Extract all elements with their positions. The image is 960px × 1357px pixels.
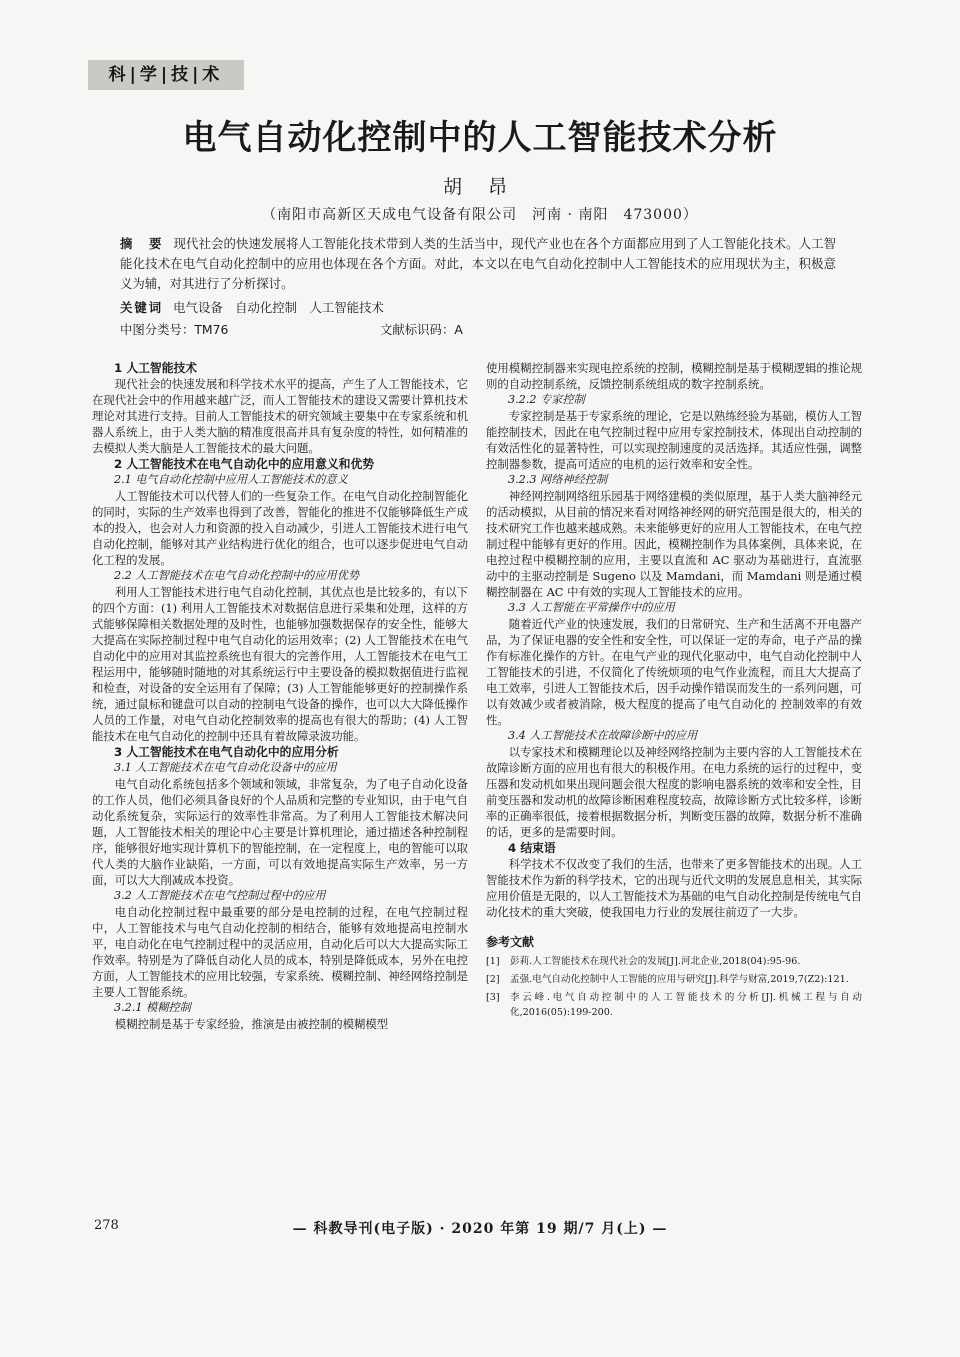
section-heading: 2 人工智能技术在电气自动化中的应用意义和优势 <box>114 457 375 471</box>
abstract-label: 摘 要 <box>120 236 164 251</box>
right-column <box>486 360 862 1020</box>
section-heading: 4 结束语 <box>508 841 556 855</box>
paragraph: 使用模糊控制器来实现电控系统的控制，模糊控制是基于模糊逻辑的推论规则的自动控制系统，反馈控制系统组成的数字控制系统。 <box>486 361 862 391</box>
references-list <box>486 954 862 1020</box>
paragraph: 神经网控制网络纽乐园基于网络建模的类似原理，基于人类大脑神经元的活动模拟，从目前的情况来看对网络神经网的研究范围是很大的，相关的技术研究工作也越来越成熟。未来能够更好的应用人工智能技术，在电气控制过程中能够有更好的作用。因此，模糊控制作为具体案例，具体来说，在电控过程中模糊控制的应用，主要以直流和 AC 驱动为基础进行，直流驱动中的主驱动控制是 Sugeno 以及 Mamdani，而 Mamdani 则是通过模糊控制器在 AC 中有效的实现人工智能技术的应用。 <box>486 489 862 599</box>
section-heading: 3.2.3 网络神经控制 <box>508 473 608 486</box>
page-number: 278 <box>94 1218 119 1233</box>
paragraph: 科学技术不仅改变了我们的生活，也带来了更多智能技术的出现。人工智能技术作为新的科学技术，它的出现与近代文明的发展息息相关，其实际应用价值是无限的，以人工智能技术为基础的电气自动化控制是传统电气自动化技术的重大突破，使我国电力行业的发展往前迈了一大步。 <box>486 857 862 919</box>
author: 胡 昂 <box>442 176 518 198</box>
reference-number: [2] <box>486 974 500 985</box>
paragraph: 电自动化控制过程中最重要的部分是电控制的过程，在电气控制过程中，人工智能技术与电气自动化控制的相结合，能够有效地提高电控制水平，电自动化在电气控制过程中的灵活应用，自动化后可以大大提高实际工作效率。特别是为了降低自动化人员的成本，特别是降低成本，另外在电控方面，人工智能技术的应用比较强，专家系统、模糊控制、神经网络控制是主要人工智能系统。 <box>92 905 468 999</box>
section-heading: 3.4 人工智能技术在故障诊断中的应用 <box>508 729 698 742</box>
section-heading: 2.1 电气自动化控制中应用人工智能技术的意义 <box>114 473 348 486</box>
section-heading: 3.2 人工智能技术在电气控制过程中的应用 <box>114 889 326 902</box>
paragraph: 人工智能技术可以代替人们的一些复杂工作。在电气自动化控制智能化的同时，实际的生产效率也得到了改善，智能化的推进不仅能够降低生产成本的投入，也会对人力和资源的投入自动减少，引进人工智能技术进行电气自动化控制，能够对其产业结构进行优化的组合，也可以逐步促进电气自动化工程的发展。 <box>92 489 468 567</box>
abstract-text: 现代社会的快速发展将人工智能化技术带到人类的生活当中，现代产业也在各个方面都应用到了人工智能化技术。人工智能化技术在电气自动化控制中的应用也体现在各个方面。对此，本文以在电气自动化控制中人工智能技术的应用现状为主，积极意义为辅，对其进行了分析探讨。 <box>120 236 837 291</box>
reference-item <box>486 972 862 987</box>
paragraph: 模糊控制是基于专家经验，推演是由被控制的模糊模型 <box>114 1017 389 1031</box>
paragraph: 以专家技术和模糊理论以及神经网络控制为主要内容的人工智能技术在故障诊断方面的应用也有很大的积极作用。在电力系统的运行的过程中，变压器和发动机如果出现问题会很大程度的影响电器系统的效率和安全性，目前变压器和发动机的故障诊断困难程度较高，故障诊断方式比较多样，诊断率的正确率很低，接着根据数据分析，判断变压器的故障，数据分析不准确的话，更多的是需要时间。 <box>486 745 862 839</box>
affiliation: （南阳市高新区天成电气设备有限公司 河南 · 南阳 473000） <box>262 207 698 223</box>
section-heading: 3.3 人工智能在平常操作中的应用 <box>508 601 675 614</box>
reference-number: [3] <box>486 992 500 1003</box>
right-column-body <box>486 360 862 920</box>
reference-number: [1] <box>486 956 500 967</box>
reference-item <box>486 990 862 1020</box>
article-title: 电气自动化控制中的人工智能技术分析 <box>182 118 778 158</box>
section-heading: 1 人工智能技术 <box>114 361 198 375</box>
paragraph: 专家控制是基于专家系统的理论，它是以熟练经验为基础，模仿人工智能控制技术，因此在电气控制过程中应用专家控制技术，体现出自动控制的有效活性化的显著特性，可以实现控制速度的灵活选择。其适应性强，调整控制器参数，提高可适应的电机的运行效率和安全性。 <box>486 409 862 471</box>
paragraph: 利用人工智能技术进行电气自动化控制，其优点也是比较多的，有以下的四个方面：(1) 利用人工智能技术对数据信息进行采集和处理，这样的方式能够保障相关数据处理的及时性，也能够加强数据保存的安全性，能够大大提高在实际控制过程中电气自动化的运用效率；(2) 人工智能技术在电气自动化中的应用对其监控系统也有很大的完善作用，人工智能技术在电气工程运用中，能够随时随地的对其系统运行中主要设备的模拟数据值进行监视和检查，对设备的安全运用有了保障；(3) 人工智能能够更好的控制操作系统，通过鼠标和键盘可以自动的控制电气设备的操作，也可以大大降低操作人员的工作量，对电气自动化控制效率的提高也有很大的帮助；(4) 人工智能技术在电气自动化的控制中还具有着故障录波功能。 <box>92 585 468 743</box>
keywords-text: 电气设备 自动化控制 人工智能技术 <box>173 300 384 315</box>
reference-text: 李云峰.电气自动控制中的人工智能技术的分析[J].机械工程与自动化,2016(05):199-200. <box>510 992 862 1018</box>
section-heading: 3.2.1 模糊控制 <box>114 1001 191 1014</box>
section-heading: 2.2 人工智能技术在电气自动化控制中的应用优势 <box>114 569 360 582</box>
reference-text: 孟强.电气自动化控制中人工智能的应用与研究[J].科学与财富,2019,7(Z2):121. <box>510 974 849 985</box>
references-title: 参考文献 <box>486 935 535 949</box>
keywords <box>120 298 836 318</box>
column-tag: 科|学|技|术 <box>88 60 244 90</box>
section-heading: 3.1 人工智能技术在电气自动化设备中的应用 <box>114 761 337 774</box>
paragraph: 随着近代产业的快速发展，我们的日常研究、生产和生活离不开电器产品，为了保证电器的安全性和安全性，可以保证一定的寿命，电子产品的操作有标准化操作的方针。在电气产业的现代化驱动中，电气自动化控制中人工智能技术的引进，不仅简化了传统烦项的电气作业流程，而且大大提高了电工效率，引进人工智能技术后，因手动操作错误而发生的一系列问题，可以有效减少或者被消除，极大程度的提高了电气自动化的 控制效率的有效性。 <box>486 617 862 727</box>
reference-text: 彭莉.人工智能技术在现代社会的发展[J].河北企业,2018(04):95-96. <box>510 956 801 967</box>
section-heading: 3 人工智能技术在电气自动化中的应用分析 <box>114 745 339 759</box>
abstract <box>120 234 836 294</box>
paragraph: 电气自动化系统包括多个领域和领域，非常复杂，为了电子自动化设备的工作人员，他们必须具备良好的个人品质和完整的专业知识，由于电气自动化系统复杂，实际运行的效率性非常高。为了利用人工智能技术解决问题，人工智能技术相关的理论中心主要是计算机理论，通过描述各种控制程序，能够很好地实现计算机下的智能控制，在一定程度上，电的智能可以取代人类的大脑作业缺陷，一方面，可以有效地提高实际生产效率，另一方面，可以大大削减成本投资。 <box>92 777 468 887</box>
clc-number: 中图分类号：TM76 <box>120 322 229 337</box>
journal-info: — 科教导刊(电子版) · 2020 年第 19 期/7 月(上) — <box>292 1221 668 1237</box>
left-column <box>92 360 468 1032</box>
paragraph: 现代社会的快速发展和科学技术水平的提高，产生了人工智能技术，它在现代社会中的作用越来越广泛，而人工智能技术的建设又需要计算机技术理论对其进行支持。目前人工智能技术的研究领域主要集中在专家系统和机器人系统上，由于人类大脑的精准度很高并具有复杂度的特性，如何精准的去模拟人类大脑是人工智能技术的最大问题。 <box>92 377 468 455</box>
page-footer <box>0 1218 960 1240</box>
reference-item <box>486 954 862 969</box>
section-heading: 3.2.2 专家控制 <box>508 393 585 406</box>
keywords-label: 关键词 <box>120 300 164 315</box>
document-code: 文献标识码：A <box>380 322 463 337</box>
